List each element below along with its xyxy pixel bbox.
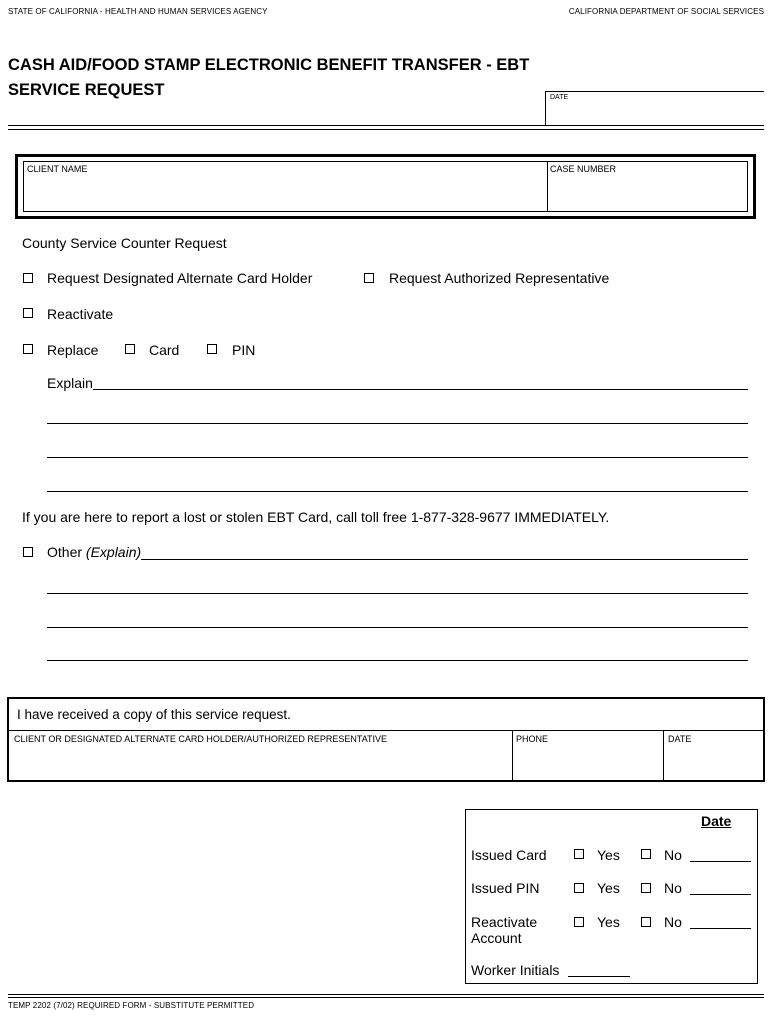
header-rule-1 <box>8 125 764 126</box>
other-line-1[interactable] <box>141 559 748 560</box>
lost-card-notice: If you are here to report a lost or stolen EBT Card, call toll free 1-877-328-9677 IMMEDIATELY. <box>22 509 610 525</box>
pin-label: PIN <box>232 342 256 358</box>
replace-checkbox[interactable] <box>23 344 33 354</box>
date-label: DATE <box>550 94 569 101</box>
client-box-divider <box>547 162 548 211</box>
phone-field[interactable] <box>515 746 661 776</box>
client-name-label: CLIENT NAME <box>27 164 88 174</box>
issued-pin-yes-checkbox[interactable] <box>574 883 584 893</box>
request-heading: County Service Counter Request <box>22 235 227 251</box>
reactivate-no-label: No <box>664 914 682 930</box>
issued-pin-no-checkbox[interactable] <box>641 883 651 893</box>
other-line-2[interactable] <box>47 593 748 594</box>
receipt-divider <box>9 730 763 731</box>
client-name-field[interactable] <box>26 176 542 208</box>
signer-field[interactable] <box>12 746 510 776</box>
designated-alt-checkbox[interactable] <box>23 273 33 283</box>
phone-divider <box>512 730 513 780</box>
designated-alt-label: Request Designated Alternate Card Holder <box>47 270 313 286</box>
other-explain-label: (Explain) <box>85 544 142 560</box>
explain-line-4[interactable] <box>47 491 748 492</box>
footer-rule-1 <box>8 994 764 995</box>
date-field-top-line <box>545 91 764 92</box>
form-title-line2: SERVICE REQUEST <box>8 81 165 99</box>
reactivate-date-line[interactable] <box>690 928 751 929</box>
issued-pin-no-label: No <box>664 880 682 896</box>
worker-box <box>465 809 758 984</box>
issued-card-no-label: No <box>664 847 682 863</box>
reactivate-yes-label: Yes <box>597 914 620 930</box>
footer-rule-2 <box>8 997 764 998</box>
issued-card-yes-checkbox[interactable] <box>574 849 584 859</box>
authorized-rep-label: Request Authorized Representative <box>389 270 610 286</box>
replace-label: Replace <box>47 342 99 358</box>
client-box-inner <box>23 161 748 212</box>
explain-label: Explain <box>47 375 93 391</box>
agency-left: STATE OF CALIFORNIA - HEALTH AND HUMAN SERVICES AGENCY <box>8 7 268 16</box>
pin-checkbox[interactable] <box>207 344 217 354</box>
client-box-outer <box>15 154 756 219</box>
phone-label: PHONE <box>516 734 549 744</box>
authorized-rep-checkbox[interactable] <box>364 273 374 283</box>
worker-initials-line[interactable] <box>568 976 630 977</box>
worker-initials-label: Worker Initials <box>471 962 560 978</box>
explain-line-3[interactable] <box>47 457 748 458</box>
explain-line-1[interactable] <box>93 389 748 390</box>
case-number-label: CASE NUMBER <box>550 164 617 174</box>
issued-pin-label: Issued PIN <box>471 880 540 896</box>
issued-card-no-checkbox[interactable] <box>641 849 651 859</box>
form-id: TEMP 2202 (7/02) REQUIRED FORM - SUBSTITUTE PERMITTED <box>8 1001 255 1010</box>
explain-line-2[interactable] <box>47 423 748 424</box>
agency-right: CALIFORNIA DEPARTMENT OF SOCIAL SERVICES <box>568 7 764 16</box>
receipt-statement: I have received a copy of this service request. <box>17 707 291 722</box>
form-title-line1: CASH AID/FOOD STAMP ELECTRONIC BENEFIT TRANSFER - EBT <box>8 56 530 74</box>
issued-pin-date-line[interactable] <box>690 894 751 895</box>
reactivate-account-label-1: Reactivate <box>471 914 538 930</box>
other-line-4[interactable] <box>47 660 748 661</box>
issued-card-yes-label: Yes <box>597 847 620 863</box>
card-label: Card <box>149 342 180 358</box>
receipt-date-field[interactable] <box>666 746 760 776</box>
issued-pin-yes-label: Yes <box>597 880 620 896</box>
issued-card-date-line[interactable] <box>690 861 751 862</box>
reactivate-no-checkbox[interactable] <box>641 917 651 927</box>
receipt-date-label: DATE <box>668 734 692 744</box>
header-rule-2 <box>8 129 764 130</box>
date-field[interactable] <box>546 100 762 124</box>
other-line-3[interactable] <box>47 627 748 628</box>
reactivate-label: Reactivate <box>47 306 114 322</box>
receipt-box <box>7 697 765 782</box>
card-checkbox[interactable] <box>125 344 135 354</box>
other-label-group <box>47 544 141 560</box>
case-number-field[interactable] <box>550 176 745 208</box>
reactivate-yes-checkbox[interactable] <box>574 917 584 927</box>
date-divider <box>663 730 664 780</box>
issued-card-label: Issued Card <box>471 847 547 863</box>
other-checkbox[interactable] <box>23 547 33 557</box>
other-label: Other <box>47 544 83 560</box>
signer-label: CLIENT OR DESIGNATED ALTERNATE CARD HOLDER/AUTHORIZED REPRESENTATIVE <box>14 734 388 744</box>
reactivate-checkbox[interactable] <box>23 308 33 318</box>
worker-date-heading: Date <box>701 813 732 829</box>
reactivate-account-label-2: Account <box>471 930 522 946</box>
